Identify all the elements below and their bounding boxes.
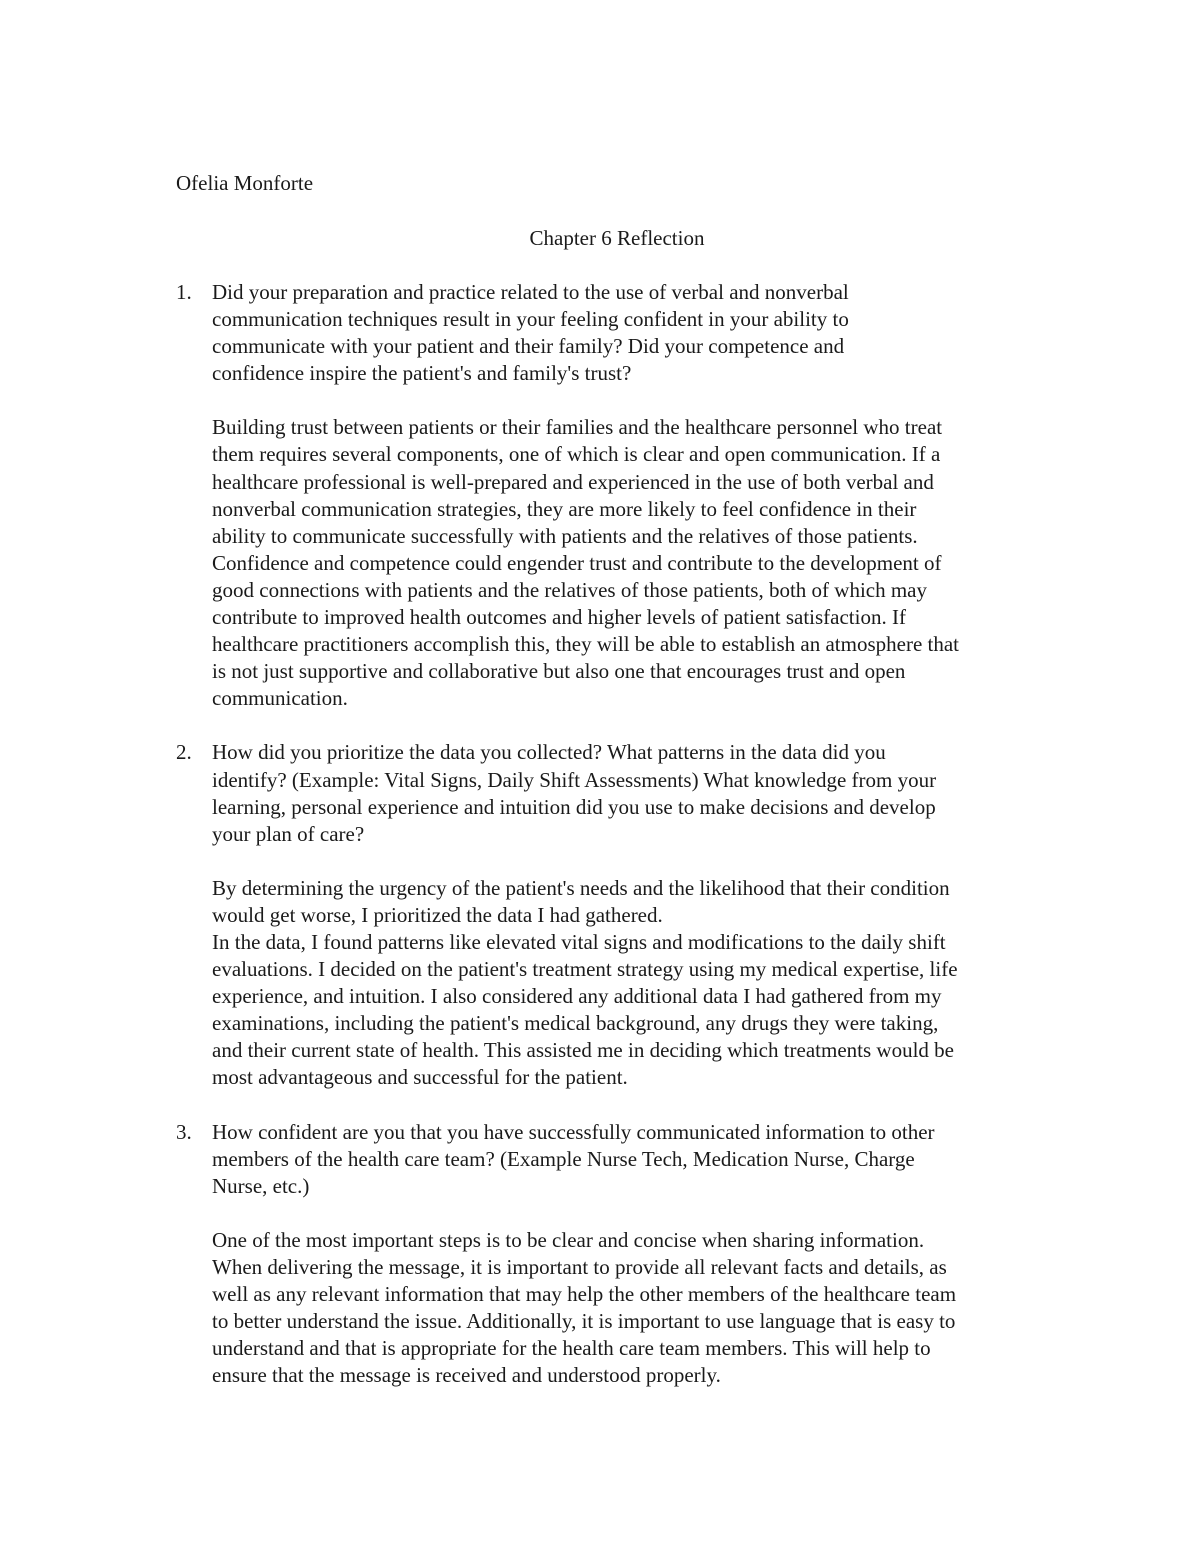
question-line: How confident are you that you have successfully communicated information to other [212,1119,935,1144]
answer-line: is not just supportive and collaborative but also one that encourages trust and open [212,659,906,684]
question-item-1 [0,279,1200,712]
question-line: How did you prioritize the data you collected? What patterns in the data did you [212,740,886,765]
answer-line: and their current state of health. This assisted me in deciding which treatments would be [212,1038,954,1063]
answer-line: contribute to improved health outcomes and higher levels of patient satisfaction. If [212,605,906,630]
answer-line: evaluations. I decided on the patient's treatment strategy using my medical expertise, life [212,957,958,982]
answer-line: good connections with patients and the relatives of those patients, both of which may [212,577,928,602]
answer-line: ability to communicate successfully with patients and the relatives of those patients. [212,523,918,548]
answer-line: ensure that the message is received and understood properly. [212,1363,721,1388]
answer-line: When delivering the message, it is important to provide all relevant facts and details, as [212,1254,947,1279]
question-line: members of the health care team? (Example Nurse Tech, Medication Nurse, Charge [212,1146,915,1171]
answer-line: them requires several components, one of which is clear and open communication. If a [212,442,941,467]
answer-text [212,1227,1062,1390]
answer-line: understand and that is appropriate for the health care team members. This will help to [212,1336,931,1361]
answer-line: well as any relevant information that may help the other members of the healthcare team [212,1282,957,1306]
question-line: communicate with your patient and their family? Did your competence and [212,334,845,359]
question-line: learning, personal experience and intuition did you use to make decisions and develop [212,794,936,819]
question-text [212,1119,1062,1200]
question-number: 1. [176,280,192,304]
question-line: your plan of care? [212,821,365,846]
answer-line: experience, and intuition. I also considered any additional data I had gathered from my [212,984,942,1009]
question-item-2 [0,739,1200,1091]
answer-line: By determining the urgency of the patient's needs and the likelihood that their condition [212,875,950,900]
answer-line: healthcare practitioners accomplish this, they will be able to establish an atmosphere that [212,632,960,657]
question-number: 2. [176,740,192,765]
answer-line: Building trust between patients or their families and the healthcare personnel who treat [212,415,943,440]
question-line: Did your preparation and practice related to the use of verbal and nonverbal [212,280,849,304]
author-name: Ofelia Monforte [176,171,314,195]
question-text [212,739,1062,847]
question-item-3 [0,1119,1200,1390]
document-title: Chapter 6 Reflection [529,226,705,250]
answer-line: most advantageous and successful for the patient. [212,1065,628,1090]
answer-line: healthcare professional is well-prepared and experienced in the use of both verbal and [212,469,934,494]
question-number: 3. [176,1119,192,1144]
answer-line: In the data, I found patterns like elevated vital signs and modifications to the daily shift [212,929,946,954]
answer-line: communication. [212,686,348,711]
question-text [212,279,1062,387]
answer-text [212,875,1062,1092]
answer-line: to better understand the issue. Additionally, it is important to use language that is easy to [212,1309,956,1334]
answer-text [212,414,1062,712]
answer-line: Confidence and competence could engender trust and contribute to the development of [212,550,942,575]
answer-line: examinations, including the patient's medical background, any drugs they were taking, [212,1011,939,1036]
answer-line: would get worse, I prioritized the data I had gathered. [212,902,663,927]
question-line: Nurse, etc.) [212,1173,310,1198]
question-line: confidence inspire the patient's and family's trust? [212,361,632,386]
question-line: communication techniques result in your feeling confident in your ability to [212,307,849,332]
question-list [0,279,1200,1416]
question-line: identify? (Example: Vital Signs, Daily Shift Assessments) What knowledge from your [212,767,937,792]
answer-line: nonverbal communication strategies, they are more likely to feel confidence in their [212,496,917,521]
answer-line: One of the most important steps is to be clear and concise when sharing information. [212,1227,925,1252]
